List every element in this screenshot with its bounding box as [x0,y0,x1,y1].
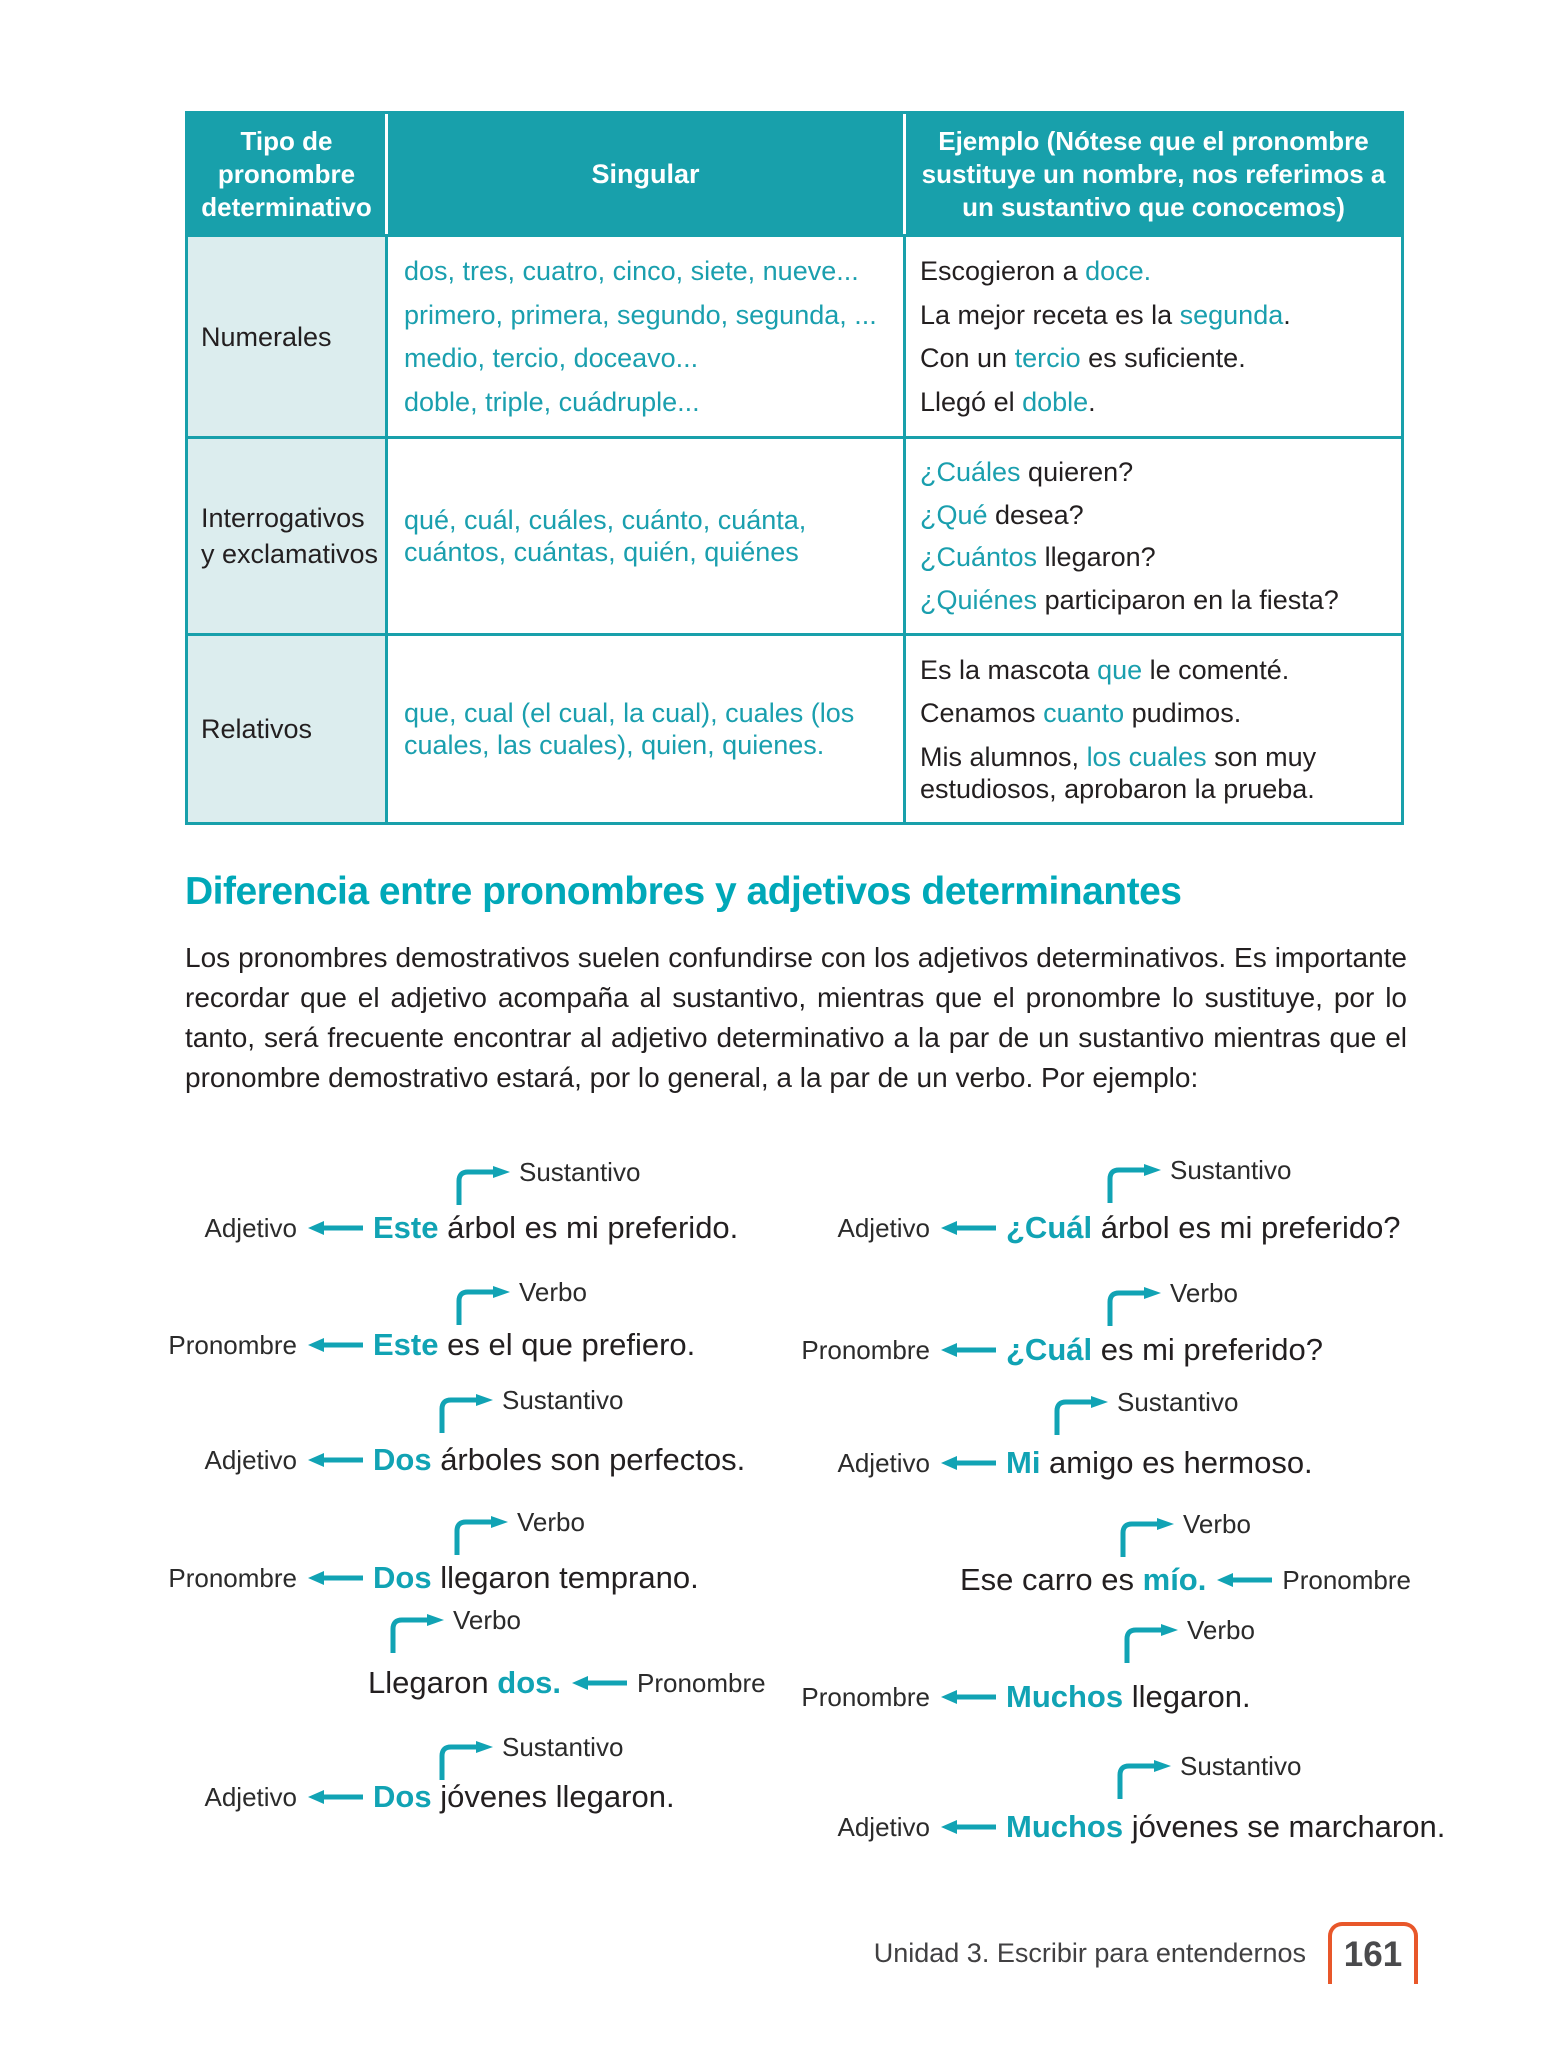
intro-paragraph: Los pronombres demostrativos suelen confundirse con los adjetivos determinativos. Es importante recordar que el adjetivo acompaña al sustantivo, mientras que el pronombre lo sustituye, por lo tanto, será frecuente encontrar al adjetivo determinativo a la par de un sustantivo mientras que el pronombre demostrativo estará, por lo general, a la par de un verbo. Por ejemplo: [185,942,1407,1093]
singular-line: dos, tres, cuatro, cinco, siete, nueve... [404,255,859,286]
grammar-role-label: Pronombre [801,1681,930,1712]
example-sentence: Dos árboles son perfectos. [373,1442,746,1477]
example-line: ¿Qué desea? [920,499,1084,530]
example-sentence: Este árbol es mi preferido. [373,1210,739,1245]
curved-arrow-icon [1103,1163,1167,1203]
example-line: Es la mascota que le comenté. [920,654,1290,685]
curved-arrow-icon [450,1515,514,1555]
word-class-label: Sustantivo [1117,1387,1239,1417]
left-arrow-icon [940,1455,996,1471]
example-sentence: Muchos llegaron. [1006,1679,1251,1714]
example-sentence: ¿Cuál es mi preferido? [1006,1332,1324,1367]
word-class-label: Verbo [1183,1509,1251,1539]
grammar-role-label: Adjetivo [204,1781,297,1812]
singular-cell [385,439,903,633]
left-arrow-icon [307,1452,363,1468]
table-header-tipo: Tipo de pronombre determinativo [201,125,372,222]
word-class-label: Sustantivo [1180,1751,1302,1781]
grammar-role-label: Pronombre [168,1562,297,1593]
example-line: ¿Cuántos llegaron? [920,542,1156,573]
example-sentence: ¿Cuál árbol es mi preferido? [1006,1210,1401,1245]
diagram-example [368,1656,766,1710]
example-cell [903,439,1401,633]
word-class-label: Sustantivo [502,1732,624,1762]
table-header-ejemplo: Ejemplo (Nótese que el pronombre sustituye un nombre, nos referimos a un sustantivo que conocemos) [903,114,1401,234]
left-arrow-icon [307,1220,363,1236]
left-arrow-icon [307,1570,363,1586]
grammar-role-label: Adjetivo [204,1444,297,1475]
diagram-example [800,1201,1401,1255]
singular-line: medio, tercio, doceavo... [404,343,699,374]
examples-diagram [0,1130,1564,1930]
grammar-role-label: Pronombre [1282,1564,1411,1595]
diagram-example [800,1436,1313,1490]
example-sentence: Mi amigo es hermoso. [1006,1445,1313,1480]
page-number-box [1328,1922,1418,1984]
diagram-example [167,1551,699,1605]
singular-line: doble, triple, cuádruple... [404,387,700,418]
word-class-label: Verbo [519,1277,587,1307]
category-cell: Relativos [188,636,385,822]
curved-arrow-icon [1103,1286,1167,1326]
curved-arrow-icon [1113,1759,1177,1799]
diagram-example [800,1670,1251,1724]
table-body [188,234,1401,822]
table-row [188,234,1401,436]
word-class-label: Verbo [1187,1615,1255,1645]
example-sentence: Dos llegaron temprano. [373,1560,699,1595]
example-line: La mejor receta es la segunda. [920,299,1291,330]
grammar-role-label: Pronombre [801,1334,930,1365]
left-arrow-icon [940,1342,996,1358]
example-sentence: Ese carro es mío. [960,1562,1207,1597]
category-cell: Interrogativos y exclamativos [188,439,385,633]
page-footer [0,1922,1418,1984]
left-arrow-icon [1216,1572,1272,1588]
example-line: Llegó el doble. [920,387,1096,418]
left-arrow-icon [940,1220,996,1236]
diagram-example [800,1800,1445,1854]
category-cell: Numerales [188,237,385,436]
grammar-role-label: Pronombre [637,1667,766,1698]
example-line: Con un tercio es suficiente. [920,343,1246,374]
left-arrow-icon [571,1675,627,1691]
grammar-role-label: Pronombre [168,1329,297,1360]
diagram-example [800,1323,1323,1377]
example-line: ¿Cuáles quieren? [920,456,1134,487]
left-arrow-icon [307,1337,363,1353]
section-heading: Diferencia entre pronombres y adjetivos determinantes [185,870,1182,913]
diagram-example [167,1318,695,1372]
table-header-row [188,114,1401,234]
grammar-role-label: Adjetivo [837,1447,930,1478]
example-line: ¿Quiénes participaron en la fiesta? [920,585,1339,616]
singular-line: primero, primera, segundo, segunda, ... [404,299,877,330]
example-sentence: Este es el que prefiero. [373,1327,696,1362]
singular-cell [385,237,903,436]
example-sentence: Llegaron dos. [368,1665,562,1700]
diagram-example [960,1553,1411,1607]
left-arrow-icon [940,1819,996,1835]
word-class-label: Verbo [1170,1278,1238,1308]
example-sentence: Muchos jóvenes se marcharon. [1006,1809,1446,1844]
example-cell [903,636,1401,822]
example-cell [903,237,1401,436]
pronoun-table [185,111,1404,825]
curved-arrow-icon [1116,1517,1180,1557]
left-arrow-icon [307,1789,363,1805]
table-header-singular: Singular [385,114,903,234]
singular-line: qué, cuál, cuáles, cuánto, cuánta, cuántos, cuántas, quién, quiénes [404,505,807,567]
table-row [188,436,1401,633]
singular-cell [385,636,903,822]
page-number: 161 [1343,1935,1403,1974]
diagram-example [167,1433,745,1487]
word-class-label: Sustantivo [1170,1155,1292,1185]
diagram-example [167,1201,738,1255]
example-sentence: Dos jóvenes llegaron. [373,1779,675,1814]
grammar-role-label: Adjetivo [837,1212,930,1243]
curved-arrow-icon [1120,1623,1184,1663]
grammar-role-label: Adjetivo [204,1212,297,1243]
curved-arrow-icon [1050,1395,1114,1435]
word-class-label: Verbo [517,1507,585,1537]
table-row [188,633,1401,822]
example-line: Escogieron a doce. [920,255,1152,286]
left-arrow-icon [940,1689,996,1705]
example-line: Cenamos cuanto pudimos. [920,698,1242,728]
footer-unit-label: Unidad 3. Escribir para entendernos [873,1937,1306,1968]
curved-arrow-icon [386,1613,450,1653]
curved-arrow-icon [435,1393,499,1433]
word-class-label: Sustantivo [502,1385,624,1415]
diagram-example [167,1770,675,1824]
word-class-label: Verbo [453,1605,521,1635]
word-class-label: Sustantivo [519,1157,641,1187]
curved-arrow-icon [452,1165,516,1205]
singular-line: que, cual (el cual, la cual), cuales (los cuales, las cuales), quien, quienes. [404,698,855,760]
grammar-role-label: Adjetivo [837,1811,930,1842]
example-line: Mis alumnos, los cuales son muy estudiosos, aprobaron la prueba. [920,741,1317,804]
